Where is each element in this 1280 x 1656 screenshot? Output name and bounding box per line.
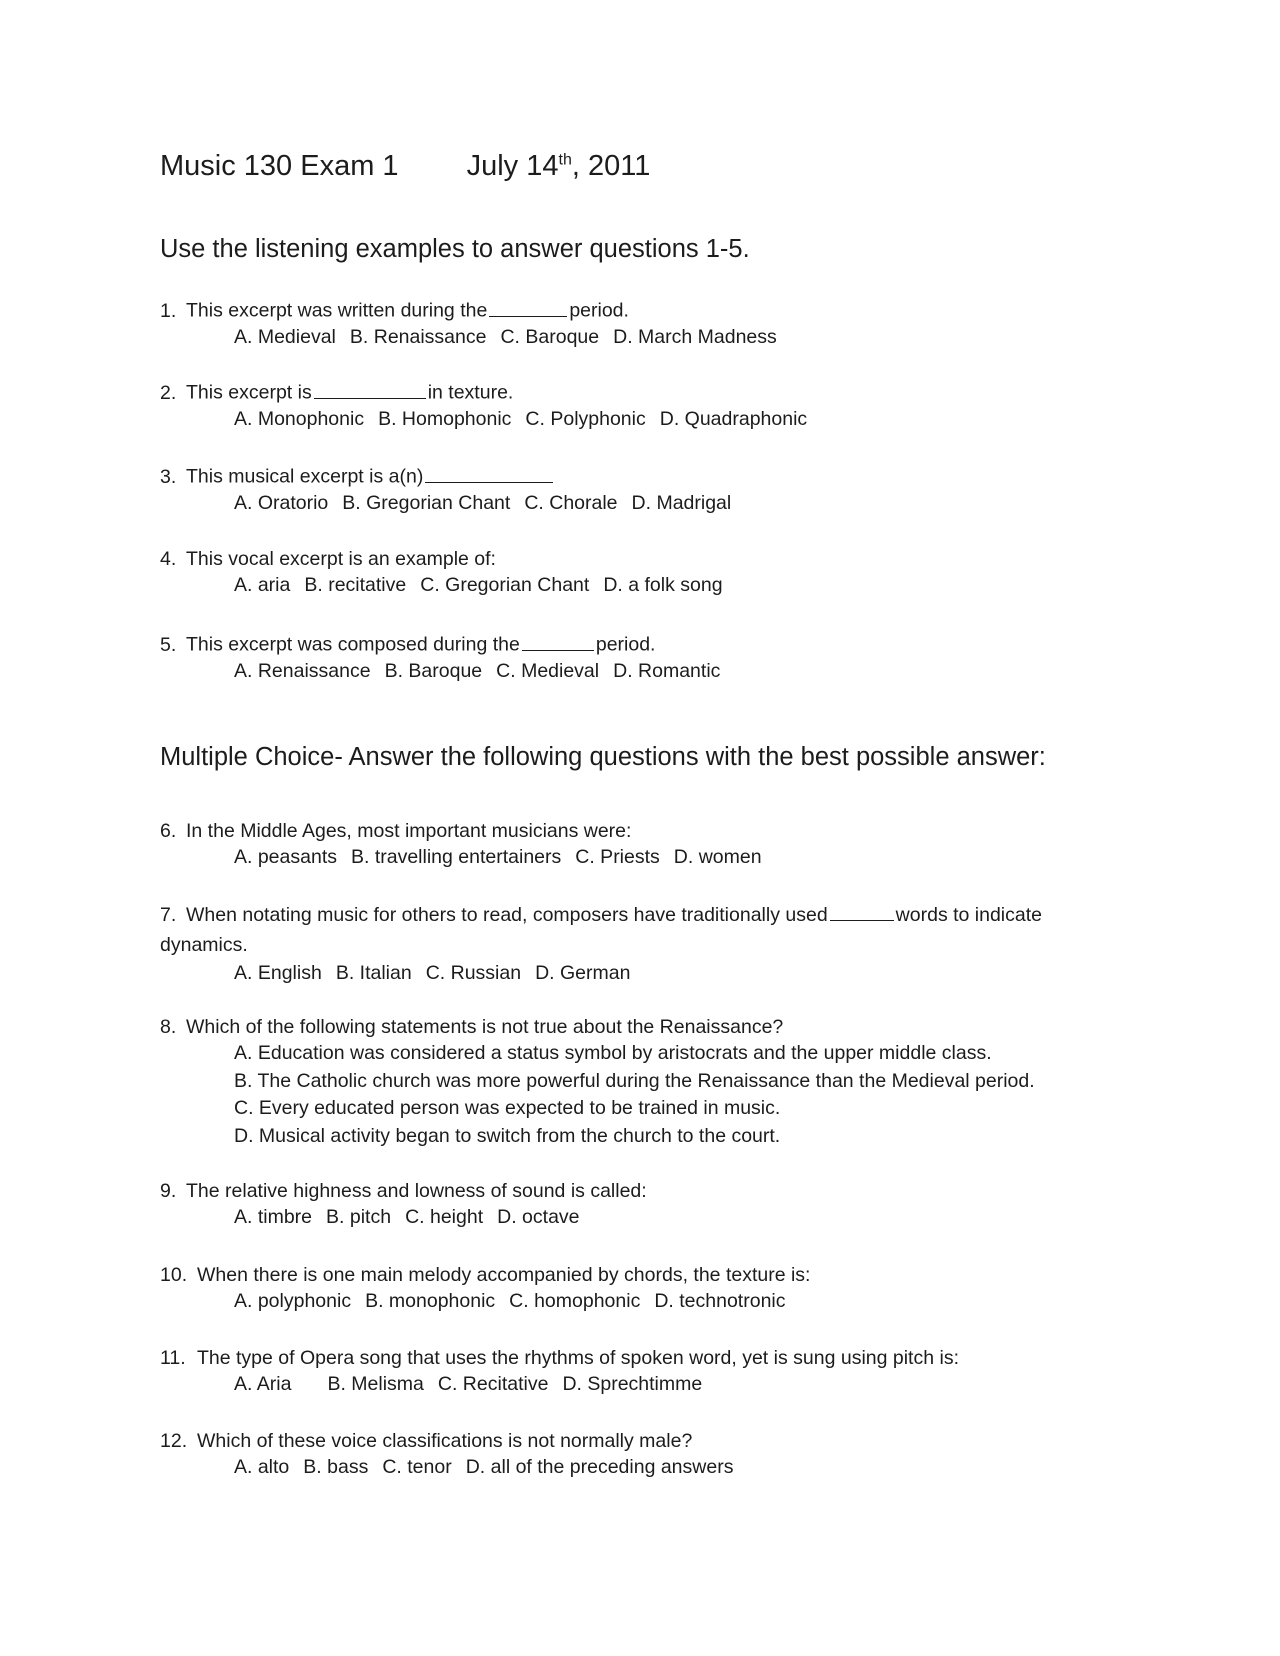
answer-blank (522, 630, 594, 651)
question-11: 11. The type of Opera song that uses the rhythms of spoken word, yet is sung using pitch is: A. Aria B. Melisma C. Recitative D. Sprechtimme (160, 1345, 959, 1398)
options: A. peasants B. travelling entertainers C. Priests D. women (234, 846, 762, 868)
options: A. timbre B. pitch C. height D. octave (234, 1206, 580, 1228)
option-d: D. Musical activity began to switch from the church to the court. (234, 1124, 781, 1147)
question-5: 5. This excerpt was composed during the period. A. Renaissance B. Baroque C. Medieval D. Romantic (160, 630, 734, 685)
options: A. alto B. bass C. tenor D. all of the preceding answers (234, 1456, 734, 1478)
options: A. Oratorio B. Gregorian Chant C. Chorale D. Madrigal (234, 491, 732, 514)
question-8: 8. Which of the following statements is not true about the Renaissance? A. Education was considered a status symbol by aristocrats and the upper middle class. B. The Catholic church was more powerful during the Renaissance than the Medieval period. C. Every educated person was expected to be trained in music. D. Musical activity began to switch from the church to the court. (160, 1014, 1035, 1150)
question-10: 10. When there is one main melody accompanied by chords, the texture is: A. polyphonic B. monophonic C. homophonic D. technotronic (160, 1262, 810, 1315)
options: A. aria B. recitative C. Gregorian Chant D. a folk song (234, 574, 723, 596)
question-7: 7. When notating music for others to read, composers have traditionally used words to indicate dynamics. A. English B. Italian C. Russian D. German (160, 900, 1042, 987)
question-6: 6. In the Middle Ages, most important musicians were: A. peasants B. travelling entertainers C. Priests D. women (160, 818, 776, 871)
question-4: 4. This vocal excerpt is an example of: A. aria B. recitative C. Gregorian Chant D. a folk song (160, 546, 737, 599)
options: A. polyphonic B. monophonic C. homophonic D. technotronic (234, 1290, 786, 1312)
question-3: 3. This musical excerpt is a(n) A. Oratorio B. Gregorian Chant C. Chorale D. Madrigal (160, 462, 745, 517)
answer-blank (489, 296, 567, 317)
section-heading-multiple-choice: Multiple Choice- Answer the following questions with the best possible answer: (160, 743, 1046, 771)
options: A. Renaissance B. Baroque C. Medieval D. Romantic (234, 659, 721, 682)
answer-blank (314, 378, 426, 399)
question-1: 1. This excerpt was written during the period. A. Medieval B. Renaissance C. Baroque D. March Madness (160, 296, 791, 351)
answer-blank (830, 901, 894, 922)
options: A. Monophonic B. Homophonic C. Polyphonic D. Quadraphonic (234, 407, 808, 430)
option-c: C. Every educated person was expected to be trained in music. (234, 1097, 781, 1119)
question-9: 9. The relative highness and lowness of sound is called: A. timbre B. pitch C. height D. octave (160, 1178, 647, 1231)
exam-date: July 14th, 2011 (466, 150, 651, 182)
options: A. Aria B. Melisma C. Recitative D. Sprechtimme (234, 1373, 703, 1395)
option-b: B. The Catholic church was more powerful during the Renaissance than the Medieval period. (234, 1069, 1035, 1092)
question-2: 2. This excerpt is in texture. A. Monophonic B. Homophonic C. Polyphonic D. Quadraphonic (160, 378, 821, 433)
exam-title (160, 150, 650, 183)
options: A. English B. Italian C. Russian D. German (234, 962, 631, 984)
options: A. Medieval B. Renaissance C. Baroque D. March Madness (234, 325, 777, 348)
course-name: Music 130 Exam 1 (160, 150, 399, 182)
answer-blank (425, 462, 553, 483)
section-heading-listening: Use the listening examples to answer questions 1-5. (160, 235, 750, 263)
option-a: A. Education was considered a status symbol by aristocrats and the upper middle class. (234, 1042, 992, 1064)
question-12: 12. Which of these voice classifications is not normally male? A. alto B. bass C. tenor D. all of the preceding answers (160, 1428, 747, 1481)
